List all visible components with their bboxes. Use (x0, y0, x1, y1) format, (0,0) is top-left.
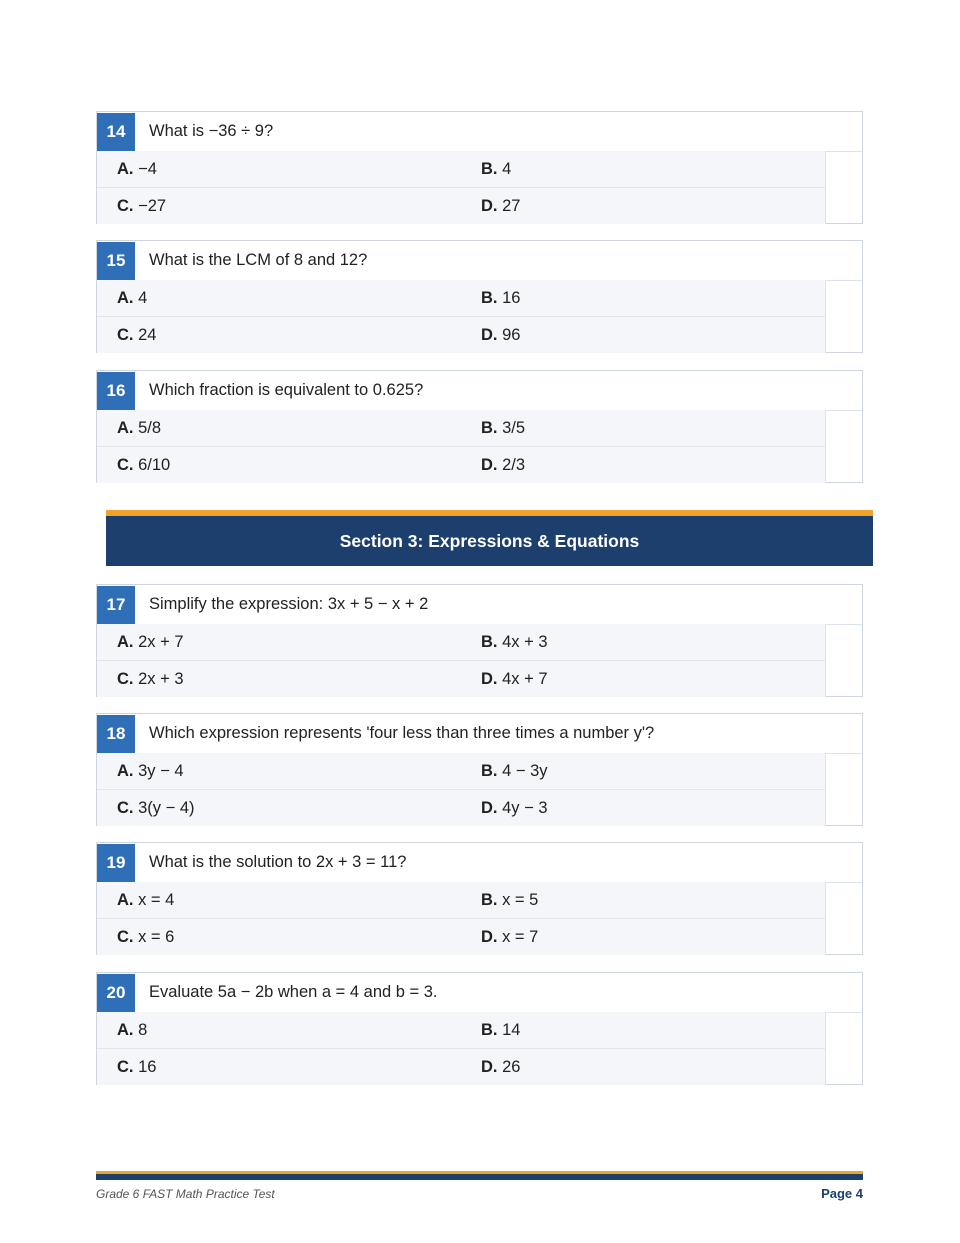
options-grid (97, 882, 826, 955)
option-a[interactable]: A. 2x + 7 (117, 632, 184, 651)
option-b[interactable]: B. x = 5 (481, 890, 539, 909)
question-card-15 (96, 240, 863, 353)
options-grid (97, 151, 826, 224)
section-banner (106, 510, 873, 566)
section-title: Section 3: Expressions & Equations (339, 530, 640, 551)
options-grid (97, 1012, 826, 1085)
question-card-17 (96, 584, 863, 697)
question-header (97, 973, 862, 1013)
question-card-20 (96, 972, 863, 1085)
question-card-19 (96, 842, 863, 955)
option-b[interactable]: B. 14 (481, 1020, 521, 1039)
footer-test-title: Grade 6 FAST Math Practice Test (96, 1187, 275, 1201)
question-number: 15 (97, 242, 135, 280)
question-text: Which fraction is equivalent to 0.625? (149, 381, 424, 399)
option-a[interactable]: A. 5/8 (117, 418, 162, 437)
option-b[interactable]: B. 4 − 3y (481, 761, 548, 780)
question-header (97, 112, 862, 152)
options-grid (97, 410, 826, 483)
question-header (97, 714, 862, 754)
question-header (97, 843, 862, 883)
question-header (97, 585, 862, 625)
option-a[interactable]: A. −4 (117, 159, 157, 178)
option-b[interactable]: B. 3/5 (481, 418, 526, 437)
option-d[interactable]: D. 4x + 7 (481, 669, 548, 688)
options-grid (97, 753, 826, 826)
footer-divider (96, 1171, 863, 1180)
question-card-14 (96, 111, 863, 224)
question-text: What is the solution to 2x + 3 = 11? (149, 853, 407, 871)
option-d[interactable]: D. 2/3 (481, 455, 526, 474)
question-number: 20 (97, 974, 135, 1012)
option-d[interactable]: D. 4y − 3 (481, 798, 548, 817)
question-text: Which expression represents 'four less than three times a number y'? (149, 724, 655, 742)
option-d[interactable]: D. x = 7 (481, 927, 539, 946)
option-d[interactable]: D. 96 (481, 325, 521, 344)
option-c[interactable]: C. 16 (117, 1057, 157, 1076)
option-b[interactable]: B. 4 (481, 159, 512, 178)
option-c[interactable]: C. −27 (117, 196, 167, 215)
question-text: What is the LCM of 8 and 12? (149, 251, 368, 269)
option-b[interactable]: B. 16 (481, 288, 521, 307)
options-grid (97, 280, 826, 353)
question-number: 14 (97, 113, 135, 151)
question-number: 19 (97, 844, 135, 882)
option-c[interactable]: C. x = 6 (117, 927, 175, 946)
option-c[interactable]: C. 2x + 3 (117, 669, 184, 688)
question-card-16 (96, 370, 863, 483)
question-number: 16 (97, 372, 135, 410)
option-b[interactable]: B. 4x + 3 (481, 632, 548, 651)
option-c[interactable]: C. 24 (117, 325, 157, 344)
question-number: 18 (97, 715, 135, 753)
question-text: Evaluate 5a − 2b when a = 4 and b = 3. (149, 983, 438, 1001)
question-header (97, 371, 862, 411)
question-text: Simplify the expression: 3x + 5 − x + 2 (149, 595, 429, 613)
option-d[interactable]: D. 26 (481, 1057, 521, 1076)
question-header (97, 241, 862, 281)
options-grid (97, 624, 826, 697)
page-number: Page 4 (821, 1186, 863, 1201)
option-c[interactable]: C. 3(y − 4) (117, 798, 195, 817)
option-a[interactable]: A. 4 (117, 288, 148, 307)
option-d[interactable]: D. 27 (481, 196, 521, 215)
question-text: What is −36 ÷ 9? (149, 122, 274, 140)
option-a[interactable]: A. 8 (117, 1020, 148, 1039)
question-card-18 (96, 713, 863, 826)
option-c[interactable]: C. 6/10 (117, 455, 171, 474)
question-number: 17 (97, 586, 135, 624)
option-a[interactable]: A. 3y − 4 (117, 761, 184, 780)
option-a[interactable]: A. x = 4 (117, 890, 175, 909)
